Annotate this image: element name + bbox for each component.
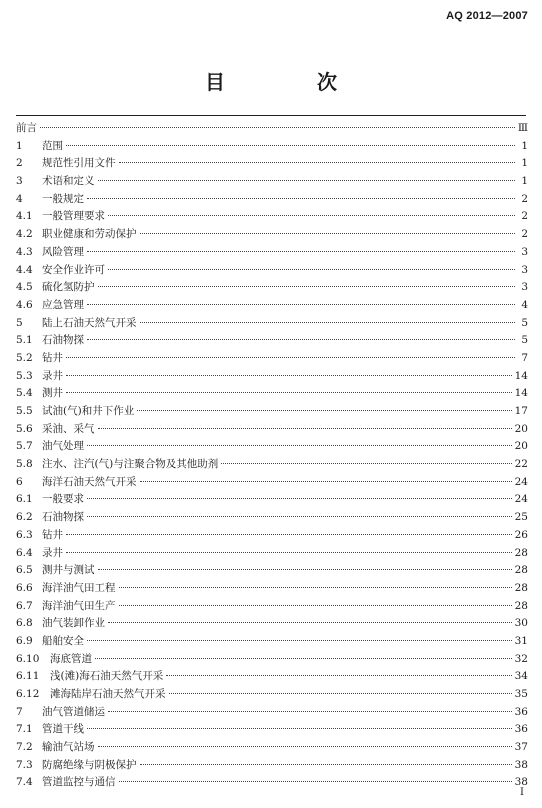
toc-entry-number: 5.2 — [16, 351, 33, 364]
toc-leader-dots — [87, 304, 515, 305]
toc-entry-number: 6.5 — [16, 564, 33, 577]
toc-leader-dots — [119, 605, 512, 606]
toc-entry — [16, 686, 528, 704]
toc-entry-title: 术语和定义 — [42, 175, 95, 188]
toc-entry-title: 陆上石油天然气开采 — [42, 316, 137, 329]
toc-entry-title: 浅(滩)海石油天然气开采 — [50, 670, 164, 683]
toc-entry-number: 5.5 — [16, 405, 33, 417]
toc-entry-title: 防腐绝缘与阴极保护 — [42, 758, 137, 771]
toc-entry-page: 37 — [514, 741, 528, 754]
toc-leader-dots — [87, 198, 515, 199]
toc-entry-number: 6.1 — [16, 493, 33, 506]
toc-entry — [16, 262, 528, 280]
toc-entry-title: 应急管理 — [42, 298, 84, 311]
toc-entry-number: 2 — [16, 157, 23, 170]
toc-leader-dots — [87, 640, 512, 641]
toc-leader-dots — [66, 552, 512, 553]
toc-entry-title: 输油气站场 — [42, 741, 95, 754]
toc-entry-number: 5.6 — [16, 422, 33, 435]
toc-entry-page: 35 — [514, 688, 528, 700]
toc-entry — [16, 456, 528, 474]
toc-entry-number: 5.8 — [16, 458, 33, 471]
toc-entry-page: 7 — [521, 351, 528, 364]
toc-entry-page: 5 — [521, 316, 528, 329]
toc-leader-dots — [40, 127, 515, 128]
header-rule — [16, 115, 526, 116]
toc-entry-page: 1 — [521, 157, 528, 170]
toc-entry — [16, 279, 528, 297]
toc-entry-title: 测井 — [42, 387, 63, 400]
toc-entry — [16, 580, 528, 598]
toc-entry-page: 2 — [521, 210, 528, 223]
toc-entry-number: 7 — [16, 705, 23, 718]
toc-entry-number: 6.7 — [16, 599, 33, 612]
toc-leader-dots — [87, 516, 512, 517]
toc-leader-dots — [98, 569, 512, 570]
toc-entry-number: 6.3 — [16, 528, 33, 541]
toc-entry-title: 船舶安全 — [42, 634, 84, 647]
toc-leader-dots — [140, 322, 516, 323]
toc-entry — [16, 208, 528, 226]
toc-entry-title: 一般规定 — [42, 192, 84, 205]
toc-entry-page: 25 — [514, 511, 528, 524]
toc-entry — [16, 774, 528, 792]
toc-entry-page: 22 — [514, 458, 528, 471]
toc-entry-title: 采油、采气 — [42, 422, 95, 435]
toc-entry — [16, 315, 528, 333]
toc-entry-page: 1 — [521, 175, 528, 188]
toc-leader-dots — [87, 339, 515, 340]
toc-entry-page: 24 — [514, 493, 528, 506]
toc-entry — [16, 545, 528, 563]
page-title: 目 次 — [205, 70, 373, 94]
toc-entry-number: 6.9 — [16, 634, 33, 647]
toc-entry-page: 2 — [521, 228, 528, 241]
toc-entry-number: 4.3 — [16, 245, 33, 258]
toc-entry — [16, 739, 528, 757]
toc-entry-number: 6.8 — [16, 617, 33, 630]
toc-entry — [16, 615, 528, 633]
toc-entry-page: 32 — [514, 652, 528, 665]
toc-entry-title: 规范性引用文件 — [42, 157, 116, 170]
toc-entry — [16, 155, 528, 173]
toc-entry — [16, 438, 528, 456]
toc-leader-dots — [87, 498, 512, 499]
toc-entry — [16, 191, 528, 209]
toc-entry-title: 海洋油气田生产 — [42, 599, 116, 612]
toc-entry-number: 4 — [16, 192, 23, 205]
toc-entry — [16, 350, 528, 368]
toc-entry-number: 4.4 — [16, 263, 33, 276]
toc-leader-dots — [140, 481, 512, 482]
toc-entry-page: Ⅲ — [517, 122, 528, 134]
toc-entry — [16, 332, 528, 350]
toc-entry-page: 2 — [521, 192, 528, 205]
toc-entry-page: 3 — [521, 281, 528, 294]
toc-entry-number: 6 — [16, 475, 23, 488]
toc-entry — [16, 633, 528, 651]
toc-entry-title: 一般要求 — [42, 493, 84, 506]
toc-entry — [16, 562, 528, 580]
toc-entry-page: 4 — [521, 298, 528, 311]
toc-entry — [16, 173, 528, 191]
toc-entry-title: 海洋油气田工程 — [42, 581, 116, 594]
toc-entry-page: 28 — [514, 599, 528, 612]
toc-entry — [16, 421, 528, 439]
toc-entry-number: 5.3 — [16, 369, 33, 382]
toc-entry — [16, 651, 528, 669]
toc-entry-number: 7.2 — [16, 741, 33, 754]
toc-entry — [16, 668, 528, 686]
toc-entry-title: 职业健康和劳动保护 — [42, 228, 137, 241]
table-of-contents — [16, 120, 528, 792]
toc-leader-dots — [66, 145, 515, 146]
toc-entry-number: 4.5 — [16, 281, 33, 294]
toc-entry-number: 5.4 — [16, 387, 33, 400]
toc-entry-number: 4.2 — [16, 228, 33, 241]
toc-entry — [16, 226, 528, 244]
toc-entry-number: 3 — [16, 175, 23, 188]
toc-entry-page: 26 — [514, 528, 528, 541]
toc-entry-page: 38 — [514, 776, 528, 789]
toc-entry-title: 试油(气)和井下作业 — [42, 405, 135, 417]
toc-entry — [16, 368, 528, 386]
toc-entry-title: 钻井 — [42, 351, 63, 364]
toc-entry-title: 滩海陆岸石油天然气开采 — [50, 688, 166, 700]
toc-entry-number: 7.4 — [16, 776, 33, 789]
toc-leader-dots — [119, 162, 516, 163]
toc-leader-dots — [108, 622, 512, 623]
toc-entry-number: 4.1 — [16, 210, 33, 223]
toc-entry-page: 30 — [514, 617, 528, 630]
toc-entry-page: 14 — [514, 387, 528, 400]
toc-entry-number: 5.1 — [16, 334, 33, 347]
toc-leader-dots — [98, 180, 516, 181]
toc-entry-page: 31 — [514, 634, 528, 647]
toc-entry-page: 36 — [514, 723, 528, 736]
toc-leader-dots — [66, 534, 512, 535]
toc-entry — [16, 598, 528, 616]
toc-entry — [16, 704, 528, 722]
toc-entry-number: 6.6 — [16, 581, 33, 594]
toc-entry-title: 石油物探 — [42, 334, 84, 347]
toc-leader-dots — [87, 728, 512, 729]
toc-entry-title: 测井与测试 — [42, 564, 95, 577]
toc-entry-title: 前言 — [16, 122, 37, 134]
toc-entry — [16, 244, 528, 262]
toc-entry-page: 3 — [521, 263, 528, 276]
toc-leader-dots — [66, 357, 515, 358]
toc-entry-page: 38 — [514, 758, 528, 771]
toc-entry — [16, 474, 528, 492]
toc-entry-page: 28 — [514, 546, 528, 559]
toc-entry — [16, 509, 528, 527]
toc-entry-number: 1 — [16, 139, 23, 152]
toc-entry-title: 油气处理 — [42, 440, 84, 453]
toc-entry-number: 7.3 — [16, 758, 33, 771]
toc-entry-title: 油气管道储运 — [42, 705, 105, 718]
toc-leader-dots — [66, 392, 512, 393]
toc-entry — [16, 757, 528, 775]
toc-leader-dots — [119, 587, 512, 588]
toc-entry-number: 7.1 — [16, 723, 33, 736]
toc-leader-dots — [87, 251, 515, 252]
toc-leader-dots — [66, 375, 512, 376]
toc-entry-title: 钻井 — [42, 528, 63, 541]
toc-entry — [16, 297, 528, 315]
toc-entry-number: 6.11 — [16, 670, 40, 683]
toc-entry — [16, 527, 528, 545]
toc-leader-dots — [140, 233, 516, 234]
toc-leader-dots — [98, 286, 516, 287]
toc-entry-title: 风险管理 — [42, 245, 84, 258]
toc-entry — [16, 721, 528, 739]
toc-entry-page: 20 — [514, 422, 528, 435]
toc-entry-page: 34 — [514, 670, 528, 683]
toc-entry — [16, 385, 528, 403]
toc-entry — [16, 403, 528, 421]
toc-leader-dots — [119, 781, 512, 782]
toc-entry-page: 5 — [521, 334, 528, 347]
toc-entry — [16, 138, 528, 156]
toc-leader-dots — [221, 463, 511, 464]
toc-entry-title: 一般管理要求 — [42, 210, 105, 223]
toc-entry-number: 6.10 — [16, 652, 40, 665]
toc-entry-page: 20 — [514, 440, 528, 453]
standard-code: AQ 2012—2007 — [446, 10, 528, 22]
toc-entry-title: 录井 — [42, 546, 63, 559]
toc-entry-page: 14 — [514, 369, 528, 382]
toc-entry-title: 注水、注汽(气)与注聚合物及其他助剂 — [42, 458, 219, 471]
toc-leader-dots — [140, 764, 512, 765]
toc-entry-page: 24 — [514, 475, 528, 488]
toc-entry-number: 5 — [16, 316, 23, 329]
toc-entry-title: 范围 — [42, 139, 63, 152]
page-number: I — [520, 787, 524, 798]
toc-entry-page: 36 — [514, 705, 528, 718]
toc-entry-number: 6.12 — [16, 688, 40, 700]
toc-entry-title: 管道干线 — [42, 723, 84, 736]
toc-leader-dots — [95, 658, 512, 659]
toc-entry — [16, 491, 528, 509]
toc-entry-number: 5.7 — [16, 440, 33, 453]
toc-leader-dots — [98, 746, 512, 747]
toc-leader-dots — [166, 675, 511, 676]
toc-entry-number: 4.6 — [16, 298, 33, 311]
toc-entry-title: 硫化氢防护 — [42, 281, 95, 294]
toc-entry-page: 28 — [514, 564, 528, 577]
toc-leader-dots — [169, 693, 512, 694]
toc-entry-title: 油气装卸作业 — [42, 617, 105, 630]
toc-entry-title: 管道监控与通信 — [42, 776, 116, 789]
toc-leader-dots — [98, 428, 512, 429]
toc-entry — [16, 120, 528, 138]
toc-entry-title: 安全作业许可 — [42, 263, 105, 276]
toc-entry-title: 海底管道 — [50, 652, 92, 665]
toc-entry-page: 1 — [521, 139, 528, 152]
toc-leader-dots — [108, 711, 512, 712]
toc-entry-page: 3 — [521, 245, 528, 258]
toc-leader-dots — [108, 215, 515, 216]
toc-entry-number: 6.2 — [16, 511, 33, 524]
toc-leader-dots — [137, 410, 511, 411]
toc-entry-title: 录井 — [42, 369, 63, 382]
toc-entry-page: 17 — [514, 405, 528, 417]
toc-leader-dots — [108, 269, 515, 270]
toc-entry-page: 28 — [514, 581, 528, 594]
toc-entry-title: 海洋石油天然气开采 — [42, 475, 137, 488]
toc-entry-number: 6.4 — [16, 546, 33, 559]
toc-leader-dots — [87, 445, 512, 446]
toc-entry-title: 石油物探 — [42, 511, 84, 524]
